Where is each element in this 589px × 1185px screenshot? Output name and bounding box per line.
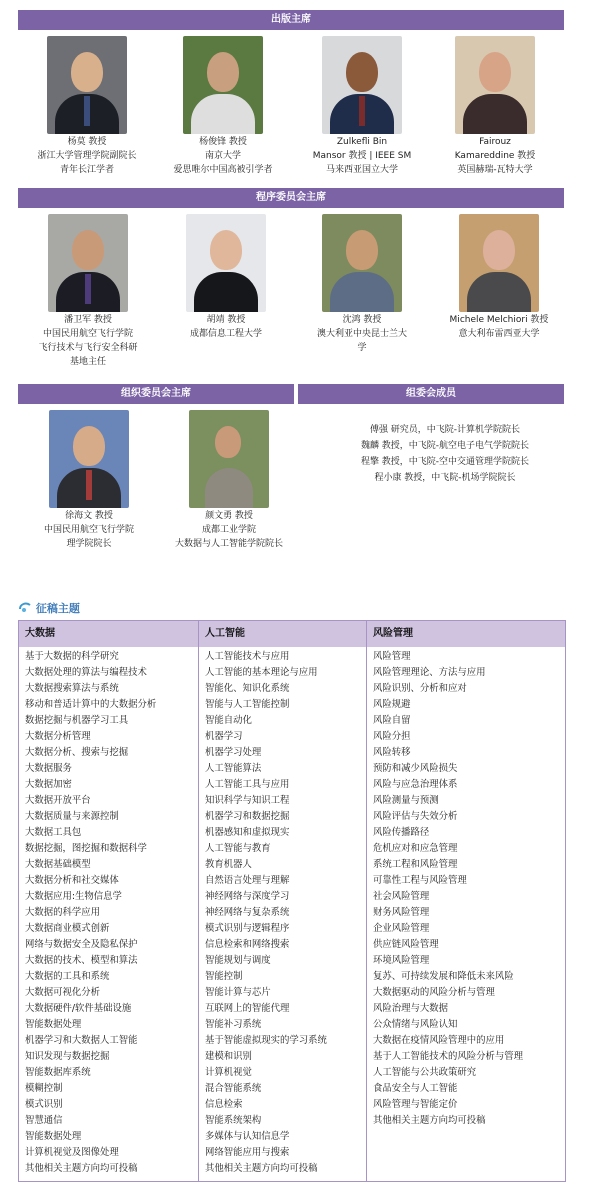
topic-item: 人工智能工具与应用 — [205, 779, 290, 790]
topic-item: 危机应对和应急管理 — [373, 843, 458, 854]
portrait-photo — [322, 36, 402, 134]
topics-heading — [18, 600, 218, 618]
member-line: 程擎 教授，中飞院-空中交通管理学院院长 — [360, 457, 530, 467]
publishing-chair-1 — [28, 36, 146, 177]
topic-item: 智能补习系统 — [205, 1019, 262, 1030]
column-divider — [198, 621, 199, 1181]
organizing-chairs-bar: 组织委员会主席 — [18, 384, 294, 404]
topic-item: 神经网络与复杂系统 — [205, 907, 290, 918]
topic-item: 大数据应用:生物信息学 — [25, 891, 122, 902]
title-line: 学 — [357, 343, 367, 353]
topic-item: 多媒体与认知信息学 — [205, 1131, 290, 1142]
topic-item: 智能化、知识化系统 — [205, 683, 290, 694]
topic-item: 神经网络与深度学习 — [205, 891, 290, 902]
topic-item: 自然语言处理与理解 — [205, 875, 290, 886]
topic-item: 供应链风险管理 — [373, 939, 439, 950]
topic-item: 知识科学与知识工程 — [205, 795, 290, 806]
publishing-chair-3 — [298, 36, 426, 177]
topic-item: 大数据服务 — [25, 763, 72, 774]
topic-item: 知识发现与数据挖掘 — [25, 1051, 110, 1062]
topic-item: 预防和减少风险损失 — [373, 763, 458, 774]
topic-item: 其他相关主题方向均可投稿 — [205, 1163, 318, 1174]
topic-item: 基于大数据的科学研究 — [25, 651, 119, 662]
name-line: 潘卫军 教授 — [64, 315, 112, 325]
affiliation-line: 成都信息工程大学 — [189, 329, 262, 339]
topic-item: 公众情绪与风险认知 — [373, 1019, 458, 1030]
affiliation-line: 中国民用航空飞行学院 — [42, 329, 133, 339]
affiliation-line: 南京大学 — [204, 151, 241, 161]
topic-item: 大数据搜索算法与系统 — [25, 683, 119, 694]
organizing-members-bar: 组委会成员 — [298, 384, 564, 404]
program-chair-1 — [24, 214, 152, 369]
topics-table — [18, 620, 566, 1182]
topic-item: 基于智能虚拟现实的学习系统 — [205, 1035, 327, 1046]
title-line: 基地主任 — [69, 357, 106, 367]
topic-item: 网络智能应用与搜索 — [205, 1147, 290, 1158]
topic-item: 大数据商业模式创新 — [25, 923, 110, 934]
affiliation-line: 中国民用航空飞行学院 — [43, 525, 134, 535]
topic-item: 智能与人工智能控制 — [205, 699, 290, 710]
topic-item: 人工智能算法 — [205, 763, 262, 774]
big-data-topics — [25, 649, 195, 1177]
title-line: 青年长江学者 — [59, 165, 114, 175]
topic-item: 大数据的技术、模型和算法 — [25, 955, 138, 966]
topic-item: 建模和识别 — [205, 1051, 252, 1062]
topic-item: 风险转移 — [373, 747, 411, 758]
topic-item: 智慧通信 — [25, 1115, 63, 1126]
topic-item: 计算机视觉及图像处理 — [25, 1147, 119, 1158]
program-chair-2 — [166, 214, 286, 341]
topic-item: 大数据的科学应用 — [25, 907, 101, 918]
topic-item: 大数据处理的算法与编程技术 — [25, 667, 147, 678]
organizing-members-list — [320, 422, 570, 486]
program-chair-4 — [434, 214, 564, 341]
portrait-photo — [455, 36, 535, 134]
topic-item: 模式识别 — [25, 1099, 63, 1110]
topic-item: 机器学习和大数据人工智能 — [25, 1035, 138, 1046]
program-chair-3 — [300, 214, 424, 355]
topic-item: 人工智能技术与应用 — [205, 651, 290, 662]
topic-item: 风险评估与失效分析 — [373, 811, 458, 822]
topic-item: 人工智能与公共政策研究 — [373, 1067, 477, 1078]
name-line: 徐海文 教授 — [65, 511, 113, 521]
topic-item: 风险管理与智能定价 — [373, 1099, 458, 1110]
topic-item: 财务风险管理 — [373, 907, 430, 918]
topic-item: 系统工程和风险管理 — [373, 859, 458, 870]
member-line: 魏麟 教授，中飞院-航空电子电气学院院长 — [360, 441, 530, 451]
title-line: 理学院院长 — [66, 539, 112, 549]
topic-item: 风险与应急治理体系 — [373, 779, 458, 790]
name-line: 杨俊锋 教授 — [199, 137, 247, 147]
name-line: 沈鸿 教授 — [342, 315, 382, 325]
name-line: 杨莫 教授 — [67, 137, 107, 147]
affiliation-line: 浙江大学管理学院副院长 — [37, 151, 137, 161]
affiliation-line: 澳大利亚中央昆士兰大 — [316, 329, 407, 339]
topics-title: 征稿主题 — [35, 602, 80, 615]
name-line: 胡靖 教授 — [206, 315, 246, 325]
topic-item: 计算机视觉 — [205, 1067, 252, 1078]
logo-icon — [18, 601, 32, 613]
topic-item: 风险规避 — [373, 699, 411, 710]
portrait-photo — [47, 36, 127, 134]
column-divider — [366, 621, 367, 1181]
topic-item: 互联网上的智能代理 — [205, 1003, 290, 1014]
title-line: 飞行技术与飞行安全科研 — [38, 343, 138, 353]
topics-table-header — [19, 621, 565, 647]
affiliation-line: 意大利布雷西亚大学 — [458, 329, 540, 339]
topic-item: 数据挖掘与机器学习工具 — [25, 715, 129, 726]
topic-item: 机器学习和数据挖掘 — [205, 811, 290, 822]
topic-item: 模糊控制 — [25, 1083, 63, 1094]
portrait-photo — [459, 214, 539, 312]
title-line: 大数据与人工智能学院院长 — [174, 539, 283, 549]
column-header-ai: 人工智能 — [205, 628, 245, 639]
topic-item: 智能数据处理 — [25, 1131, 82, 1142]
topic-item: 智能计算与芯片 — [205, 987, 271, 998]
topic-item: 基于人工智能技术的风险分析与管理 — [373, 1051, 524, 1062]
topic-item: 大数据开放平台 — [25, 795, 91, 806]
topic-item: 大数据基础模型 — [25, 859, 91, 870]
portrait-photo — [48, 214, 128, 312]
topic-item: 食品安全与人工智能 — [373, 1083, 458, 1094]
topic-item: 风险管理理论、方法与应用 — [373, 667, 486, 678]
topic-item: 移动和普适计算中的大数据分析 — [25, 699, 157, 710]
name-line: Fairouz — [479, 137, 511, 147]
portrait-photo — [189, 410, 269, 508]
affiliation-line: Kamareddine 教授 — [454, 151, 536, 161]
topic-item: 混合智能系统 — [205, 1083, 262, 1094]
topic-item: 智能数据库系统 — [25, 1067, 91, 1078]
portrait-photo — [49, 410, 129, 508]
organizing-chair-1 — [26, 410, 152, 551]
topic-item: 数据挖掘，图挖掘和数据科学 — [25, 843, 147, 854]
topic-item: 风险传播路径 — [373, 827, 430, 838]
topic-item: 信息检索和网络搜索 — [205, 939, 290, 950]
topic-item: 人工智能与教育 — [205, 843, 271, 854]
topic-item: 智能规划与调度 — [205, 955, 271, 966]
program-chairs-bar: 程序委员会主席 — [18, 188, 564, 208]
member-line: 程小康 教授，中飞院-机场学院院长 — [374, 473, 516, 483]
topic-item: 环境风险管理 — [373, 955, 430, 966]
topic-item: 风险治理与大数据 — [373, 1003, 449, 1014]
topic-item: 其他相关主题方向均可投稿 — [25, 1163, 138, 1174]
publishing-chair-4 — [440, 36, 550, 177]
topic-item: 大数据硬件/软件基础设施 — [25, 1003, 132, 1014]
portrait-photo — [186, 214, 266, 312]
topic-item: 大数据分析、搜索与挖掘 — [25, 747, 129, 758]
column-header-big-data: 大数据 — [25, 628, 55, 639]
topic-item: 风险分担 — [373, 731, 411, 742]
topic-item: 机器学习处理 — [205, 747, 262, 758]
topic-item: 网络与数据安全及隐私保护 — [25, 939, 138, 950]
topic-item: 大数据分析管理 — [25, 731, 91, 742]
topic-item: 企业风险管理 — [373, 923, 430, 934]
topic-item: 复苏、可持续发展和降低未来风险 — [373, 971, 514, 982]
topic-item: 智能系统架构 — [205, 1115, 262, 1126]
publishing-chair-2 — [158, 36, 288, 177]
topic-item: 教育机器人 — [205, 859, 252, 870]
risk-topics — [373, 649, 561, 1129]
topic-item: 大数据的工具和系统 — [25, 971, 110, 982]
portrait-photo — [322, 214, 402, 312]
topic-item: 大数据质量与来源控制 — [25, 811, 119, 822]
topic-item: 大数据分析和社交媒体 — [25, 875, 119, 886]
affiliation-line: 成都工业学院 — [201, 525, 256, 535]
name-line: 颜文勇 教授 — [205, 511, 253, 521]
topic-item: 其他相关主题方向均可投稿 — [373, 1115, 486, 1126]
name-line: Zulkefli Bin — [336, 137, 388, 147]
topic-item: 风险测量与预测 — [373, 795, 439, 806]
portrait-photo — [183, 36, 263, 134]
title-line: 爱思唯尔中国高被引学者 — [173, 165, 273, 175]
name-line: Michele Melchiori 教授 — [449, 315, 549, 325]
topic-item: 智能控制 — [205, 971, 243, 982]
topic-item: 机器感知和虚拟现实 — [205, 827, 290, 838]
topic-item: 大数据驱动的风险分析与管理 — [373, 987, 495, 998]
topic-item: 人工智能的基本理论与应用 — [205, 667, 318, 678]
topic-item: 智能自动化 — [205, 715, 252, 726]
topic-item: 机器学习 — [205, 731, 243, 742]
affiliation-line: Mansor 教授 | IEEE SM — [312, 151, 412, 161]
topic-item: 风险识别、分析和应对 — [373, 683, 467, 694]
topic-item: 大数据在疫情风险管理中的应用 — [373, 1035, 505, 1046]
title-line: 马来西亚国立大学 — [325, 165, 398, 175]
title-line: 英国赫瑞-瓦特大学 — [457, 165, 533, 175]
organizing-chair-2 — [158, 410, 300, 551]
topic-item: 社会风险管理 — [373, 891, 430, 902]
column-header-risk: 风险管理 — [373, 628, 413, 639]
topic-item: 模式识别与逻辑程序 — [205, 923, 290, 934]
ai-topics — [205, 649, 363, 1177]
topic-item: 大数据工具包 — [25, 827, 82, 838]
topic-item: 可靠性工程与风险管理 — [373, 875, 467, 886]
topic-item: 大数据可视化分析 — [25, 987, 101, 998]
topic-item: 风险自留 — [373, 715, 411, 726]
topic-item: 风险管理 — [373, 651, 411, 662]
member-line: 傅强 研究员，中飞院-计算机学院院长 — [369, 425, 521, 435]
publishing-chairs-bar: 出版主席 — [18, 10, 564, 30]
topic-item: 信息检索 — [205, 1099, 243, 1110]
topic-item: 智能数据处理 — [25, 1019, 82, 1030]
topic-item: 大数据加密 — [25, 779, 72, 790]
